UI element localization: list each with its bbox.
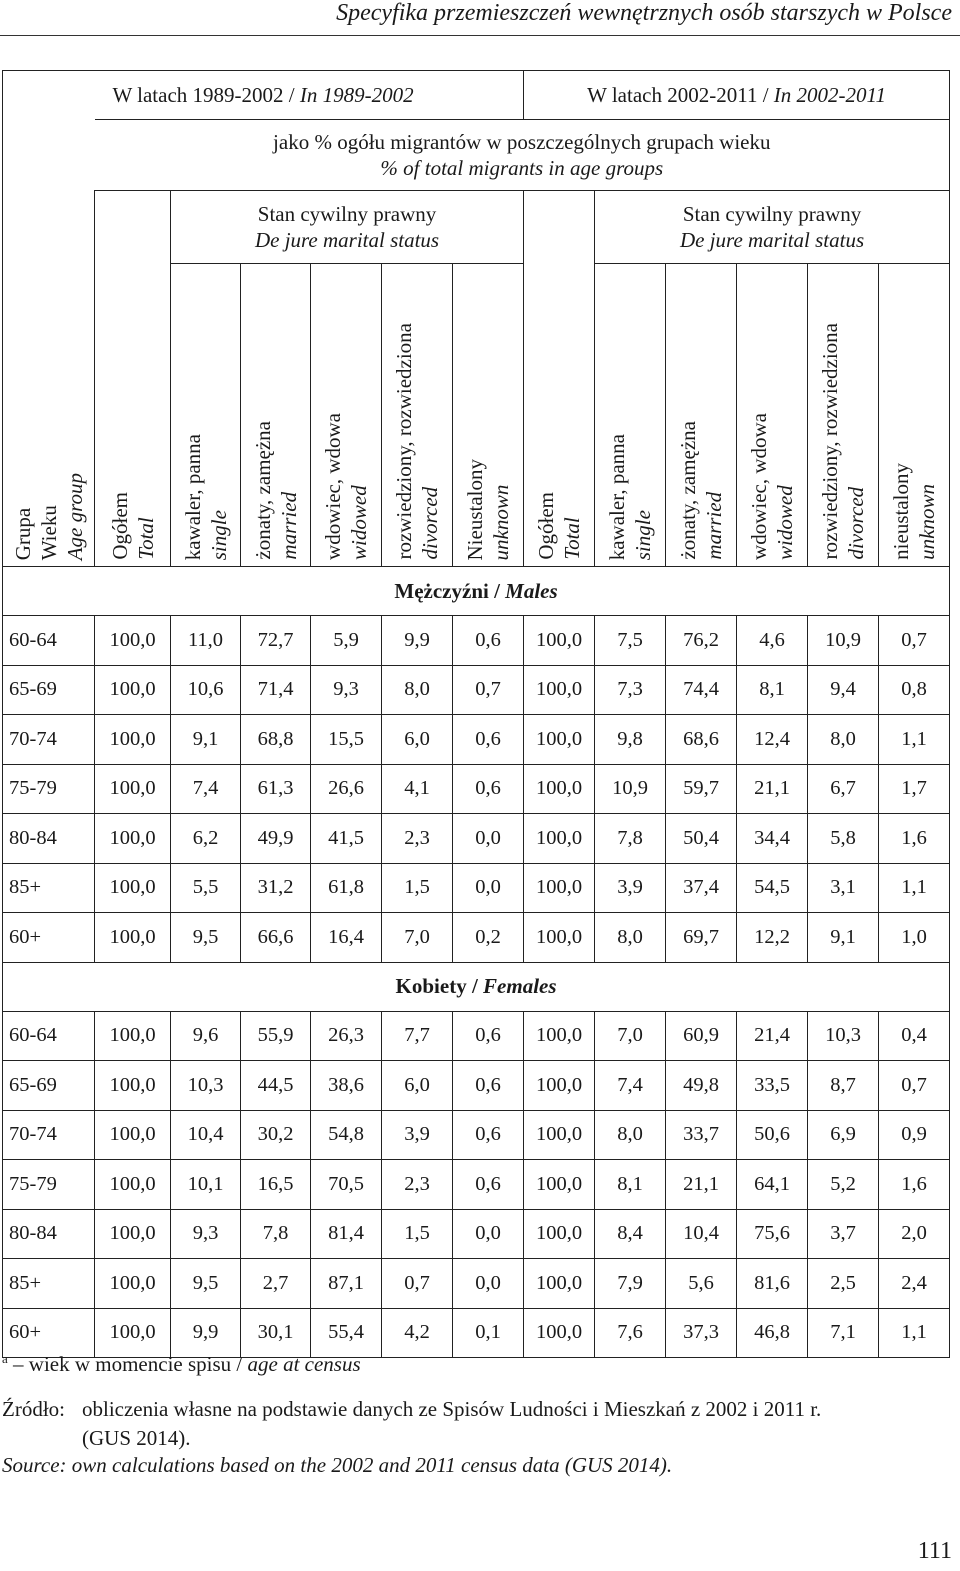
table-cell: 1,6 — [879, 1160, 950, 1210]
table-cell: 100,0 — [524, 665, 595, 715]
table-cell: 9,9 — [382, 616, 453, 666]
table-cell: 0,6 — [453, 764, 524, 814]
table-cell: 2,7 — [241, 1259, 311, 1309]
table-row — [3, 1259, 950, 1309]
age-group-cell: 80-84 — [3, 814, 95, 864]
table-cell: 100,0 — [95, 1259, 171, 1309]
table-cell: 100,0 — [524, 863, 595, 913]
table-cell: 100,0 — [524, 1160, 595, 1210]
source-label: Źródło: — [2, 1397, 65, 1421]
table-row — [3, 814, 950, 864]
section-header-row — [3, 567, 950, 616]
table-cell: 5,9 — [311, 616, 382, 666]
table-cell: 9,1 — [171, 715, 241, 765]
status-group-2-pl: Stan cywilny prawny — [682, 202, 862, 226]
table-cell: 37,4 — [666, 863, 737, 913]
table-cell: 2,3 — [382, 1160, 453, 1210]
table-cell: 12,2 — [737, 913, 808, 963]
header-rule — [0, 35, 960, 36]
table-cell: 0,7 — [879, 616, 950, 666]
table-cell: 100,0 — [524, 814, 595, 864]
table-cell: 1,5 — [382, 863, 453, 913]
table-cell: 11,0 — [171, 616, 241, 666]
section-title-pl: Kobiety / — [395, 974, 478, 998]
table-cell: 7,4 — [171, 764, 241, 814]
table-cell: 10,3 — [171, 1061, 241, 1111]
table-cell: 37,3 — [666, 1308, 737, 1358]
table-cell: 87,1 — [311, 1259, 382, 1309]
table-cell: 60,9 — [666, 1011, 737, 1061]
section-header-row — [3, 962, 950, 1011]
table-cell: 0,0 — [453, 814, 524, 864]
age-group-cell: 70-74 — [3, 1110, 95, 1160]
table-cell: 71,4 — [241, 665, 311, 715]
table-cell: 7,1 — [808, 1308, 879, 1358]
table-cell: 6,9 — [808, 1110, 879, 1160]
period-2-en: In 2002-2011 — [773, 82, 886, 107]
table-cell: 0,6 — [453, 1110, 524, 1160]
table-row — [3, 616, 950, 666]
table-cell: 8,0 — [382, 665, 453, 715]
table-cell: 1,1 — [879, 715, 950, 765]
footnote-pl: – wiek w momencie spisu / — [13, 1352, 243, 1376]
status-group-1-pl: Stan cywilny prawny — [257, 202, 437, 226]
table-cell: 100,0 — [524, 913, 595, 963]
table-cell: 7,3 — [595, 665, 666, 715]
table-cell: 33,5 — [737, 1061, 808, 1111]
source-line-2: (GUS 2014). — [82, 1426, 191, 1450]
table-cell: 0,4 — [879, 1011, 950, 1061]
period-2-pl: W latach 2002-2011 / — [587, 82, 769, 107]
section-title-pl: Mężczyźni / — [394, 578, 500, 603]
age-group-cell: 60+ — [3, 913, 95, 963]
table-cell: 100,0 — [524, 1209, 595, 1259]
table-cell: 5,6 — [666, 1259, 737, 1309]
col-married-2: żonaty, zamężna married — [666, 264, 737, 567]
table-cell: 7,8 — [241, 1209, 311, 1259]
table-cell: 0,6 — [453, 616, 524, 666]
table-cell: 21,4 — [737, 1011, 808, 1061]
table-cell: 8,1 — [595, 1160, 666, 1210]
table-cell: 100,0 — [95, 616, 171, 666]
table-cell: 9,5 — [171, 1259, 241, 1309]
table-cell: 54,8 — [311, 1110, 382, 1160]
table-cell: 10,9 — [808, 616, 879, 666]
table-cell: 1,1 — [879, 1308, 950, 1358]
section-title-en: Males — [505, 578, 558, 603]
table-cell: 50,4 — [666, 814, 737, 864]
status-header-row — [3, 191, 950, 264]
table-cell: 2,0 — [879, 1209, 950, 1259]
status-group-2 — [595, 191, 950, 264]
table-cell: 100,0 — [95, 913, 171, 963]
table-cell: 7,0 — [382, 913, 453, 963]
table-cell: 10,4 — [171, 1110, 241, 1160]
table-cell: 46,8 — [737, 1308, 808, 1358]
table-cell: 49,8 — [666, 1061, 737, 1111]
table-cell: 100,0 — [524, 764, 595, 814]
col-single-2: kawaler, panna single — [595, 264, 666, 567]
table-cell: 64,1 — [737, 1160, 808, 1210]
table-cell: 0,0 — [453, 1209, 524, 1259]
table-cell: 0,0 — [453, 863, 524, 913]
table-cell: 0,6 — [453, 715, 524, 765]
status-group-1-en: De jure marital status — [254, 228, 440, 252]
table-row — [3, 1209, 950, 1259]
period-1-pl: W latach 1989-2002 / — [112, 82, 295, 107]
table-cell: 0,1 — [453, 1308, 524, 1358]
table-cell: 30,1 — [241, 1308, 311, 1358]
table-cell: 0,7 — [879, 1061, 950, 1111]
age-group-cell: 70-74 — [3, 715, 95, 765]
col-widowed-1: wdowiec, wdowa widowed — [311, 264, 382, 567]
table-cell: 3,7 — [808, 1209, 879, 1259]
table-cell: 7,7 — [382, 1011, 453, 1061]
footnote-en: age at census — [247, 1352, 361, 1376]
age-group-cell: 60-64 — [3, 616, 95, 666]
col-widowed-2: wdowiec, wdowa widowed — [737, 264, 808, 567]
table-cell: 1,0 — [879, 913, 950, 963]
table-cell: 6,0 — [382, 715, 453, 765]
table-cell: 33,7 — [666, 1110, 737, 1160]
col-age-group: Grupa Wieku Age group — [3, 264, 95, 567]
table-cell: 59,7 — [666, 764, 737, 814]
age-group-cell: 65-69 — [3, 665, 95, 715]
table-cell: 1,5 — [382, 1209, 453, 1259]
table-cell: 100,0 — [95, 814, 171, 864]
table-cell: 44,5 — [241, 1061, 311, 1111]
table-cell: 100,0 — [524, 1308, 595, 1358]
unit-en: % of total migrants in age groups — [380, 156, 664, 180]
age-group-cell: 80-84 — [3, 1209, 95, 1259]
table-cell: 38,6 — [311, 1061, 382, 1111]
table-row — [3, 715, 950, 765]
page-number: 111 — [917, 1538, 952, 1564]
table-cell: 54,5 — [737, 863, 808, 913]
table-cell: 100,0 — [524, 715, 595, 765]
period-1989-2002 — [3, 71, 524, 120]
table-cell: 10,9 — [595, 764, 666, 814]
table-row — [3, 1110, 950, 1160]
table-cell: 7,8 — [595, 814, 666, 864]
table-cell: 26,6 — [311, 764, 382, 814]
table-cell: 81,4 — [311, 1209, 382, 1259]
table-row — [3, 1160, 950, 1210]
table-cell: 100,0 — [524, 616, 595, 666]
col-total-2: Ogółem Total — [524, 264, 595, 567]
table-cell: 0,9 — [879, 1110, 950, 1160]
table-cell: 100,0 — [95, 1209, 171, 1259]
table-cell: 2,4 — [879, 1259, 950, 1309]
age-group-cell: 85+ — [3, 1259, 95, 1309]
table-cell: 34,4 — [737, 814, 808, 864]
table-cell: 100,0 — [524, 1110, 595, 1160]
table-cell: 76,2 — [666, 616, 737, 666]
table-cell: 30,2 — [241, 1110, 311, 1160]
col-unknown-2: nieustalony unknown — [879, 264, 950, 567]
migration-table — [2, 70, 950, 1358]
table-cell: 70,5 — [311, 1160, 382, 1210]
table-cell: 10,3 — [808, 1011, 879, 1061]
table-cell: 74,4 — [666, 665, 737, 715]
table-row — [3, 913, 950, 963]
table-cell: 4,1 — [382, 764, 453, 814]
section-title-en: Females — [483, 974, 557, 998]
table-cell: 0,0 — [453, 1259, 524, 1309]
footnote-marker: a — [2, 1351, 8, 1366]
table-cell: 100,0 — [95, 1308, 171, 1358]
table-cell: 2,3 — [382, 814, 453, 864]
period-header-row — [3, 71, 950, 120]
table-cell: 4,6 — [737, 616, 808, 666]
table-cell: 0,2 — [453, 913, 524, 963]
age-group-cell: 75-79 — [3, 1160, 95, 1210]
table-cell: 2,5 — [808, 1259, 879, 1309]
table-cell: 6,0 — [382, 1061, 453, 1111]
table-cell: 16,4 — [311, 913, 382, 963]
table-cell: 100,0 — [95, 1110, 171, 1160]
table-cell: 10,1 — [171, 1160, 241, 1210]
table-cell: 100,0 — [95, 863, 171, 913]
table-cell: 8,4 — [595, 1209, 666, 1259]
table-cell: 12,4 — [737, 715, 808, 765]
table-cell: 9,9 — [171, 1308, 241, 1358]
table-cell: 1,1 — [879, 863, 950, 913]
table-cell: 9,8 — [595, 715, 666, 765]
table-cell: 41,5 — [311, 814, 382, 864]
table-cell: 9,5 — [171, 913, 241, 963]
table-cell: 0,6 — [453, 1011, 524, 1061]
table-cell: 4,2 — [382, 1308, 453, 1358]
table-cell: 100,0 — [95, 715, 171, 765]
table-cell: 7,0 — [595, 1011, 666, 1061]
table-cell: 68,8 — [241, 715, 311, 765]
period-2002-2011 — [524, 71, 950, 120]
table-cell: 72,7 — [241, 616, 311, 666]
table-cell: 8,0 — [595, 913, 666, 963]
table-cell: 5,2 — [808, 1160, 879, 1210]
table-cell: 9,4 — [808, 665, 879, 715]
table-cell: 6,2 — [171, 814, 241, 864]
table-cell: 8,1 — [737, 665, 808, 715]
table-cell: 6,7 — [808, 764, 879, 814]
col-married-1: żonaty, zamężna married — [241, 264, 311, 567]
table-cell: 100,0 — [95, 665, 171, 715]
unit-caption — [95, 120, 950, 191]
table-cell: 5,8 — [808, 814, 879, 864]
table-cell: 9,3 — [171, 1209, 241, 1259]
table-cell: 69,7 — [666, 913, 737, 963]
table-cell: 21,1 — [666, 1160, 737, 1210]
table-cell: 100,0 — [95, 764, 171, 814]
table-cell: 68,6 — [666, 715, 737, 765]
table-cell: 100,0 — [95, 1160, 171, 1210]
table-cell: 7,9 — [595, 1259, 666, 1309]
source-note-pl — [2, 1395, 954, 1453]
table-cell: 0,8 — [879, 665, 950, 715]
table-cell: 49,9 — [241, 814, 311, 864]
column-header-row — [3, 264, 950, 567]
table-cell: 8,0 — [808, 715, 879, 765]
table-row — [3, 863, 950, 913]
unit-header-row — [3, 120, 950, 191]
table-cell: 8,0 — [595, 1110, 666, 1160]
table-cell: 5,5 — [171, 863, 241, 913]
table-cell: 55,9 — [241, 1011, 311, 1061]
table-cell: 1,6 — [879, 814, 950, 864]
table-cell: 100,0 — [524, 1061, 595, 1111]
table-cell: 10,4 — [666, 1209, 737, 1259]
table-cell: 0,6 — [453, 1160, 524, 1210]
table-cell: 21,1 — [737, 764, 808, 814]
table-cell: 0,7 — [382, 1259, 453, 1309]
table-row — [3, 665, 950, 715]
age-group-cell: 60+ — [3, 1308, 95, 1358]
col-total-1: Ogółem Total — [95, 264, 171, 567]
footnote — [2, 1351, 361, 1377]
table-cell: 9,6 — [171, 1011, 241, 1061]
table-cell: 81,6 — [737, 1259, 808, 1309]
table-cell: 100,0 — [95, 1011, 171, 1061]
table-cell: 50,6 — [737, 1110, 808, 1160]
status-group-2-en: De jure marital status — [679, 228, 865, 252]
section-title — [3, 962, 950, 1011]
period-1-en: In 1989-2002 — [299, 82, 414, 107]
table-cell: 31,2 — [241, 863, 311, 913]
table-row — [3, 764, 950, 814]
section-title — [3, 567, 950, 616]
table-cell: 15,5 — [311, 715, 382, 765]
table-cell: 3,9 — [382, 1110, 453, 1160]
col-divorced-2: rozwiedziony, rozwiedziona divorced — [808, 264, 879, 567]
table-cell: 100,0 — [524, 1011, 595, 1061]
age-group-cell: 75-79 — [3, 764, 95, 814]
table-cell: 66,6 — [241, 913, 311, 963]
running-head: Specyfika przemieszczeń wewnętrznych osób starszych w Polsce — [336, 0, 952, 26]
col-unknown-1: Nieustalony unknown — [453, 264, 524, 567]
table-cell: 61,3 — [241, 764, 311, 814]
table-cell: 16,5 — [241, 1160, 311, 1210]
source-line-1: obliczenia własne na podstawie danych ze Spisów Ludności i Mieszkań z 2002 i 2011 r. — [82, 1397, 822, 1421]
table-cell: 26,3 — [311, 1011, 382, 1061]
table-cell: 3,9 — [595, 863, 666, 913]
table-cell: 9,3 — [311, 665, 382, 715]
table-cell: 61,8 — [311, 863, 382, 913]
table-cell: 7,6 — [595, 1308, 666, 1358]
table-cell: 10,6 — [171, 665, 241, 715]
table-cell: 7,5 — [595, 616, 666, 666]
age-group-cell: 85+ — [3, 863, 95, 913]
age-group-cell: 65-69 — [3, 1061, 95, 1111]
table-cell: 0,6 — [453, 1061, 524, 1111]
table-cell: 7,4 — [595, 1061, 666, 1111]
unit-pl: jako % ogółu migrantów w poszczególnych grupach wieku — [273, 130, 771, 154]
table-cell: 55,4 — [311, 1308, 382, 1358]
table-cell: 3,1 — [808, 863, 879, 913]
table-row — [3, 1061, 950, 1111]
col-divorced-1: rozwiedziony, rozwiedziona divorced — [382, 264, 453, 567]
status-group-1 — [171, 191, 524, 264]
table-cell: 1,7 — [879, 764, 950, 814]
age-group-cell: 60-64 — [3, 1011, 95, 1061]
table-cell: 100,0 — [95, 1061, 171, 1111]
col-single-1: kawaler, panna single — [171, 264, 241, 567]
table-cell: 9,1 — [808, 913, 879, 963]
table-cell: 8,7 — [808, 1061, 879, 1111]
table-row — [3, 1011, 950, 1061]
source-note-en: Source: own calculations based on the 2002 and 2011 census data (GUS 2014). — [2, 1453, 673, 1477]
table-cell: 0,7 — [453, 665, 524, 715]
table-cell: 75,6 — [737, 1209, 808, 1259]
table-cell: 100,0 — [524, 1259, 595, 1309]
